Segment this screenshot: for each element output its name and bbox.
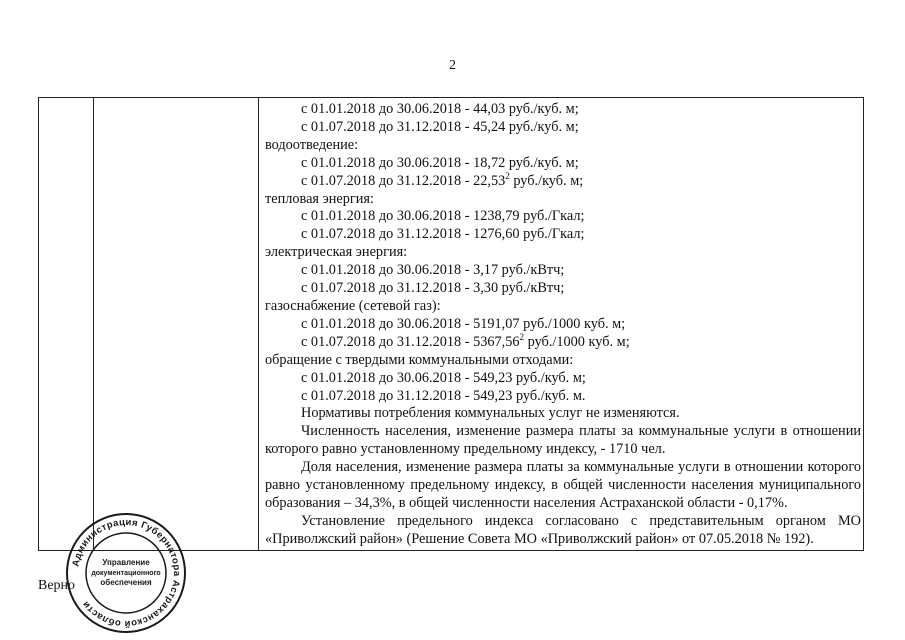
service-title: обращение с твердыми коммунальными отходами: (265, 351, 574, 368)
official-stamp (64, 511, 188, 635)
service-title: тепловая энергия: (265, 190, 374, 207)
tariff-unit-text: руб./куб. м; (509, 172, 584, 189)
service-title: газоснабжение (сетевой газ): (265, 297, 441, 314)
tariff-period-text: с 01.01.2018 до 30.06.2018 - 549,23 руб./куб. м; (301, 369, 586, 386)
table-column-divider (258, 98, 259, 550)
tariff-period-line (265, 208, 861, 226)
tariff-period-text: с 01.01.2018 до 30.06.2018 - 3,17 руб./кВтч; (301, 262, 565, 279)
stamp-center-line: документационного (91, 570, 161, 577)
service-title: водоотведение: (265, 136, 359, 153)
stamp-center-line: обеспечения (100, 578, 152, 587)
tariff-period-text: с 01.07.2018 до 31.12.2018 - 45,24 руб./куб. м; (301, 118, 579, 135)
service-title: электрическая энергия: (265, 244, 408, 261)
tariff-period-text: с 01.01.2018 до 30.06.2018 - 1238,79 руб./Гкал; (301, 208, 585, 225)
document-table (38, 97, 864, 551)
tariff-period-line (265, 119, 861, 137)
tariff-period-line (265, 280, 861, 298)
tariff-period-line (265, 316, 861, 334)
tariff-period-line (265, 370, 861, 388)
tariff-period-line (265, 101, 861, 119)
footnote-marker: 2 (519, 332, 525, 343)
tariff-period-text: с 01.07.2018 до 31.12.2018 - 3,30 руб./кВтч; (301, 280, 565, 297)
tariff-period-text: с 01.07.2018 до 31.12.2018 - 1276,60 руб./Гкал; (301, 226, 585, 243)
tariff-period-line (265, 262, 861, 280)
footnote-marker: 2 (505, 170, 510, 181)
tariff-period-text: с 01.01.2018 до 30.06.2018 - 18,72 руб./куб. м; (301, 154, 579, 171)
tariff-period-line (265, 388, 861, 406)
table-column-divider (93, 98, 94, 550)
tariff-period-text: с 01.07.2018 до 31.12.2018 - 5367,56 (301, 333, 520, 350)
tariff-period-text: с 01.07.2018 до 31.12.2018 - 22,53 (301, 172, 506, 189)
body-paragraph: Доля населения, изменение размера платы за коммунальные услуги в отношении которого равно установленному предельному индексу, в общей численности населения муниципального образования – 34,3%, в общей численности населения Астраханской области - 0,17%. (265, 459, 861, 511)
tariff-period-line (265, 155, 861, 173)
tariff-period-line (265, 226, 861, 244)
tariff-period-text: с 01.01.2018 до 30.06.2018 - 44,03 руб./куб. м; (301, 101, 579, 117)
certification-verno: Верно (38, 578, 76, 593)
body-paragraph: Нормативы потребления коммунальных услуг не изменяются. (301, 405, 680, 422)
body-paragraph: Численность населения, изменение размера платы за коммунальные услуги в отношении которого равно установленному предельному индексу, - 1710 чел. (265, 423, 861, 458)
tariff-period-text: с 01.01.2018 до 30.06.2018 - 5191,07 руб./1000 куб. м; (301, 315, 626, 332)
table-content-cell (265, 101, 861, 549)
stamp-center-line: Управление (102, 558, 150, 567)
body-paragraph: Установление предельного индекса согласовано с представительным органом МО «Приволжский район» (Решение Совета МО «Приволжский район» от 07.05.2018 № 192). (265, 512, 861, 547)
tariff-period-line (265, 334, 861, 352)
tariff-period-text: с 01.07.2018 до 31.12.2018 - 549,23 руб./куб. м. (301, 387, 586, 404)
stamp-ring-text: Администрация Губернатора Астраханской области (70, 516, 183, 630)
tariff-unit-text: руб./1000 куб. м; (524, 333, 630, 350)
tariff-period-line (265, 170, 861, 191)
page-number: 2 (449, 58, 456, 73)
